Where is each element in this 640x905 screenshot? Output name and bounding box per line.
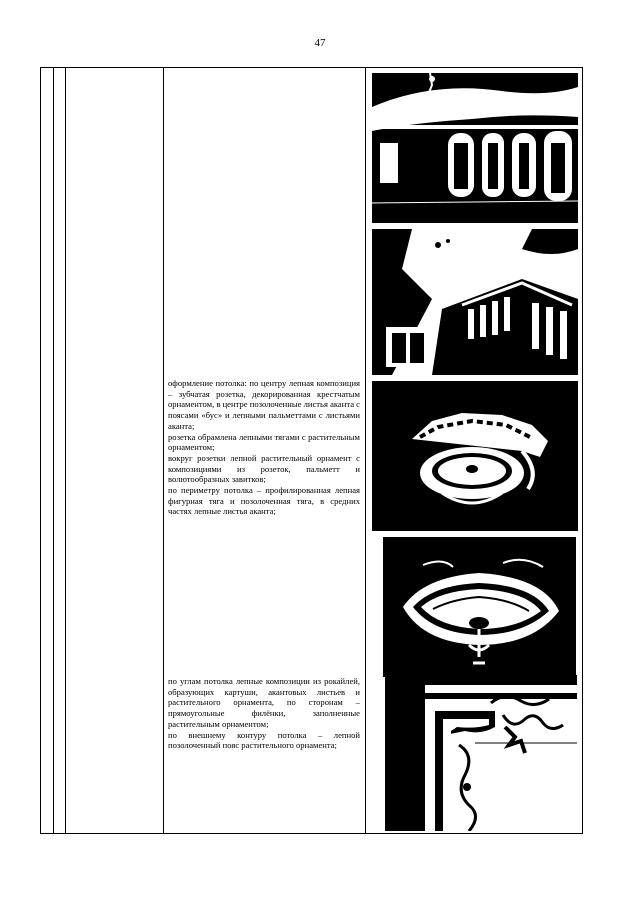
rosette-photo	[372, 381, 578, 531]
chandelier-rosette-photo	[383, 537, 576, 677]
description-paragraph: по углам потолка лепные композиции из рокайлей, образующих картуши, акантовых листьев и растительного орнамента, по сторонам – прямоугольные филёнки, заполненные растительным орнаментом;	[168, 676, 360, 729]
description-paragraph: вокруг розетки лепной растительный орнамент с композициями из розеток, пальметт и волютообразных завитков;	[168, 452, 360, 485]
hall-photo	[372, 73, 578, 223]
column-divider-2	[65, 68, 66, 833]
description-paragraph: по периметру потолка – профилированная лепная фигурная тяга и позолоченная тяга, в средних частях лепные листья аканта;	[168, 485, 360, 517]
column-divider-3	[163, 68, 164, 833]
column-divider-4	[365, 68, 366, 833]
description-paragraph: розетка обрамлена лепными тягами с растительным орнаментом;	[168, 431, 360, 453]
description-ceiling-rosette	[168, 378, 360, 517]
description-ceiling-corners	[168, 676, 360, 751]
corner-ornament-photo	[385, 675, 577, 831]
description-paragraph: по внешнему контуру потолка – лепной позолоченный пояс растительного орнамента;	[168, 729, 360, 751]
staircase-photo	[372, 229, 578, 375]
column-divider-1	[53, 68, 54, 833]
page-number: 47	[314, 37, 326, 49]
description-paragraph: оформление потолка: по центру лепная композиция – зубчатая розетка, декорированная крестчатым орнаментом, в центре позолоченные листья аканта с поясами «бус» и лепными пальметтами с листьями аканта;	[168, 378, 360, 431]
